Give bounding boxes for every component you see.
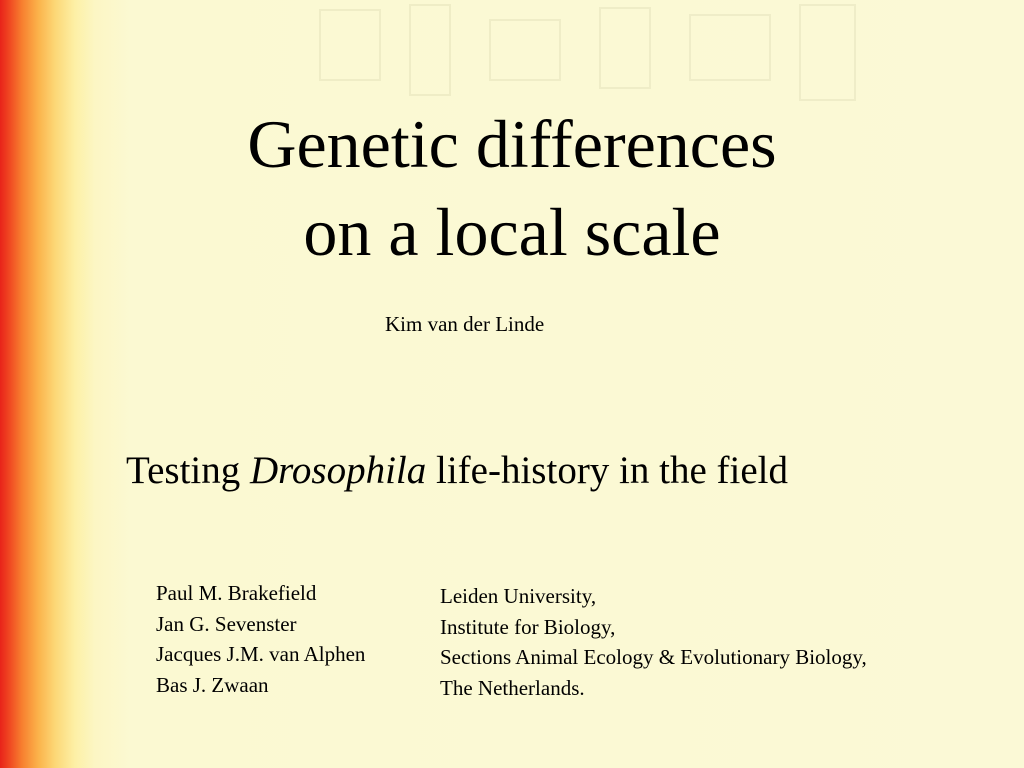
coauthor-list <box>156 578 365 700</box>
title-line-1: Genetic differences <box>247 106 777 182</box>
coauthor-name: Jan G. Sevenster <box>156 611 297 636</box>
subtitle-suffix: life-history in the field <box>426 449 789 492</box>
slide-title <box>0 100 1024 276</box>
subtitle-genus: Drosophila <box>250 449 427 492</box>
presenter-name: Kim van der Linde <box>385 312 545 336</box>
coauthor-name: Paul M. Brakefield <box>156 581 317 605</box>
background-watermark <box>300 0 880 110</box>
affiliation-line: Sections Animal Ecology & Evolutionary Biology, <box>440 645 867 669</box>
subtitle-prefix: Testing <box>126 449 251 492</box>
coauthor-name: Jacques J.M. van Alphen <box>156 642 366 666</box>
title-line-2: on a local scale <box>303 194 721 270</box>
affiliation-block <box>440 581 867 703</box>
affiliation-line: Institute for Biology, <box>440 614 616 639</box>
slide-subtitle <box>126 446 788 496</box>
affiliation-line: Leiden University, <box>440 584 597 608</box>
coauthor-name: Bas J. Zwaan <box>156 672 269 697</box>
affiliation-line: The Netherlands. <box>440 675 585 700</box>
